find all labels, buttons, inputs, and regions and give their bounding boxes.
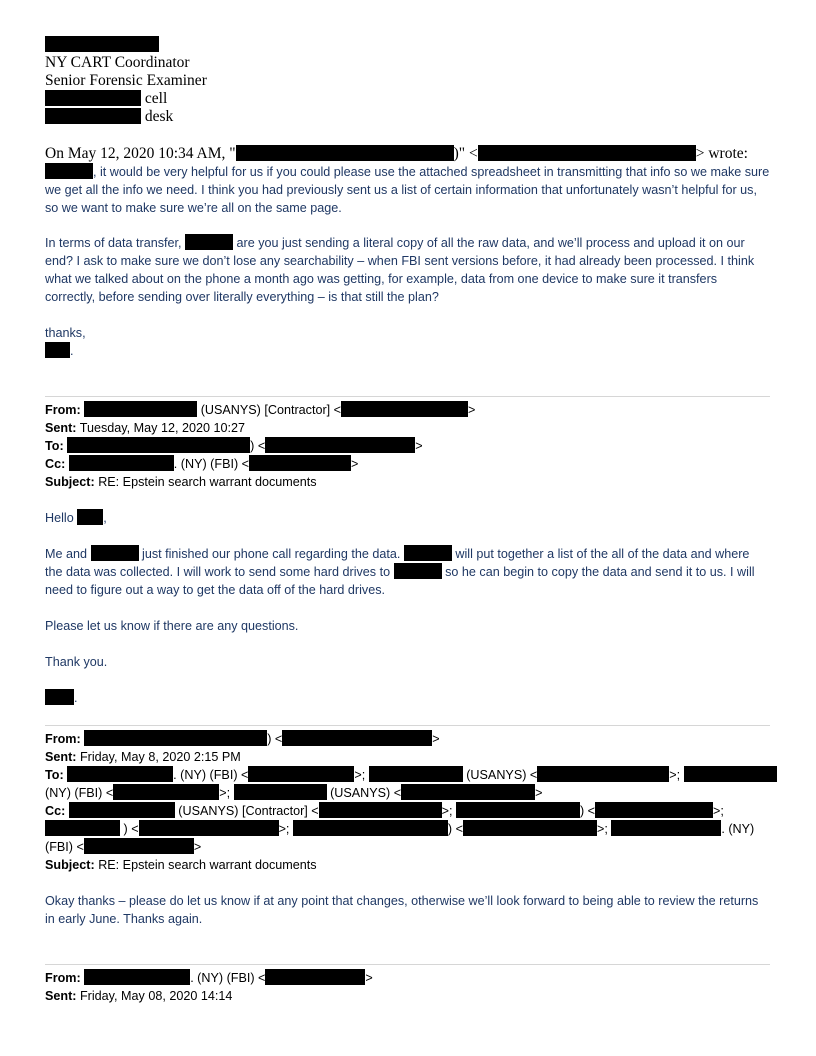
- redaction: [265, 969, 365, 985]
- divider: [45, 725, 770, 726]
- redaction: [369, 766, 463, 782]
- msg1-signoff: .: [45, 342, 770, 360]
- to-label: To:: [45, 439, 64, 453]
- redaction: [67, 437, 250, 453]
- to-label: To:: [45, 768, 64, 782]
- sent-label: Sent:: [45, 750, 77, 764]
- redaction: [113, 784, 219, 800]
- subject-label: Subject:: [45, 858, 95, 872]
- redaction: [45, 689, 74, 705]
- redaction: [84, 838, 194, 854]
- msg1-paragraph-1: , it would be very helpful for us if you could please use the attached spreadsheet in transmitting that info so we make sure we get all the info we need. I think you had previously sent us a list of certain information that unfortunately wasn’t helpful for us, so we want to make sure we’re all on the same page.: [45, 165, 770, 215]
- redaction: [401, 784, 535, 800]
- email-header-3: From: ) < > Sent: Friday, May 8, 2020 2:15 PM To: . (NY) (FBI) < >; (USANYS) < >; (NY) (FBI) < >; (USANYS) < > Cc: (USANYS) [Contractor] < >; ) < >; ) < >; ) < >; . (NY) (FBI) < > Subject: RE: Epstein search warrant documents: [45, 730, 777, 874]
- redaction: [293, 820, 448, 836]
- redaction: [84, 969, 190, 985]
- redaction: [69, 802, 175, 818]
- signature-block: [45, 36, 207, 126]
- email-header-2: From: (USANYS) [Contractor] < > Sent: Tuesday, May 12, 2020 10:27 To: ) < > Cc: . (NY) (FBI) < > Subject: RE: Epstein search warrant documents: [45, 403, 476, 489]
- message-body-1: [45, 163, 770, 217]
- quote-header: [45, 145, 748, 163]
- redaction: [611, 820, 721, 836]
- redaction: [45, 342, 70, 358]
- redaction: [45, 108, 141, 124]
- redaction: [236, 145, 454, 161]
- redaction: [249, 455, 351, 471]
- msg1-p2a: In terms of data transfer,: [45, 236, 182, 250]
- redaction: [234, 784, 327, 800]
- redaction: [394, 563, 442, 579]
- email2-signoff: .: [45, 689, 770, 707]
- redaction: [45, 36, 159, 52]
- signature-title: NY CART Coordinator: [45, 54, 190, 71]
- quote-wrote: > wrote:: [695, 145, 748, 162]
- message-body-1-paragraph-2: [45, 234, 770, 306]
- cell-label: cell: [144, 90, 168, 107]
- redaction: [139, 820, 279, 836]
- subject-value: RE: Epstein search warrant documents: [98, 858, 317, 872]
- quote-on-text: On May 12, 2020 10:34 AM, ": [45, 145, 236, 162]
- from-label: From:: [45, 732, 81, 746]
- redaction: [341, 401, 468, 417]
- sent-value: Friday, May 08, 2020 14:14: [79, 989, 233, 1003]
- email2-thanks: Thank you.: [45, 655, 108, 669]
- sent-value: Friday, May 8, 2020 2:15 PM: [79, 750, 241, 764]
- redaction: [45, 820, 120, 836]
- quote-mid: )" <: [453, 145, 478, 162]
- redaction: [404, 545, 452, 561]
- email-header-4: From: . (NY) (FBI) < > Sent: Friday, May 08, 2020 14:14: [45, 971, 373, 1003]
- redaction: [185, 234, 233, 250]
- sent-value: Tuesday, May 12, 2020 10:27: [79, 421, 245, 435]
- redaction: [684, 766, 777, 782]
- redaction: [45, 90, 141, 106]
- from-label: From:: [45, 971, 81, 985]
- msg1-p2b: are you just sending a literal copy of all the raw data, and we’ll process and upload it on our end? I ask to make sure we don’t lose any searchability – when FBI sent versions before, it had already been processed. I think what we talked about on the phone a month ago was getting, for example, data from one device to make sure it transfers correctly, before sending over literally everything – is that still the plan?: [45, 236, 755, 304]
- sent-label: Sent:: [45, 421, 77, 435]
- email2-questions: Please let us know if there are any questions.: [45, 619, 299, 633]
- email2-paragraph: Me and just finished our phone call regarding the data. will put together a list of the all of the data and where the data was collected. I will work to send some hard drives to so he can begin to copy the data and send it to us. I will need to figure out a way to get the data off of the hard drives.: [45, 547, 755, 597]
- redaction: [45, 163, 93, 179]
- redaction: [537, 766, 669, 782]
- redaction: [319, 802, 442, 818]
- divider: [45, 964, 770, 965]
- redaction: [77, 509, 103, 525]
- signature-role: Senior Forensic Examiner: [45, 72, 207, 89]
- redaction: [456, 802, 580, 818]
- redaction: [463, 820, 597, 836]
- divider: [45, 396, 770, 397]
- msg1-closing: thanks,: [45, 326, 86, 340]
- cc-label: Cc:: [45, 804, 66, 818]
- subject-label: Subject:: [45, 475, 95, 489]
- redaction: [595, 802, 713, 818]
- redaction: [84, 730, 267, 746]
- redaction: [282, 730, 432, 746]
- redaction: [478, 145, 696, 161]
- sent-label: Sent:: [45, 989, 77, 1003]
- desk-label: desk: [144, 108, 174, 125]
- redaction: [248, 766, 354, 782]
- redaction: [67, 766, 173, 782]
- redaction: [265, 437, 415, 453]
- from-label: From:: [45, 403, 81, 417]
- cc-label: Cc:: [45, 457, 66, 471]
- redaction: [91, 545, 139, 561]
- redaction: [69, 455, 174, 471]
- subject-value: RE: Epstein search warrant documents: [98, 475, 317, 489]
- redaction: [84, 401, 197, 417]
- email3-body: Okay thanks – please do let us know if at any point that changes, otherwise we’ll look forward to being able to review the returns in early June. Thanks again.: [45, 894, 759, 926]
- email2-greeting: Hello ,: [45, 511, 107, 525]
